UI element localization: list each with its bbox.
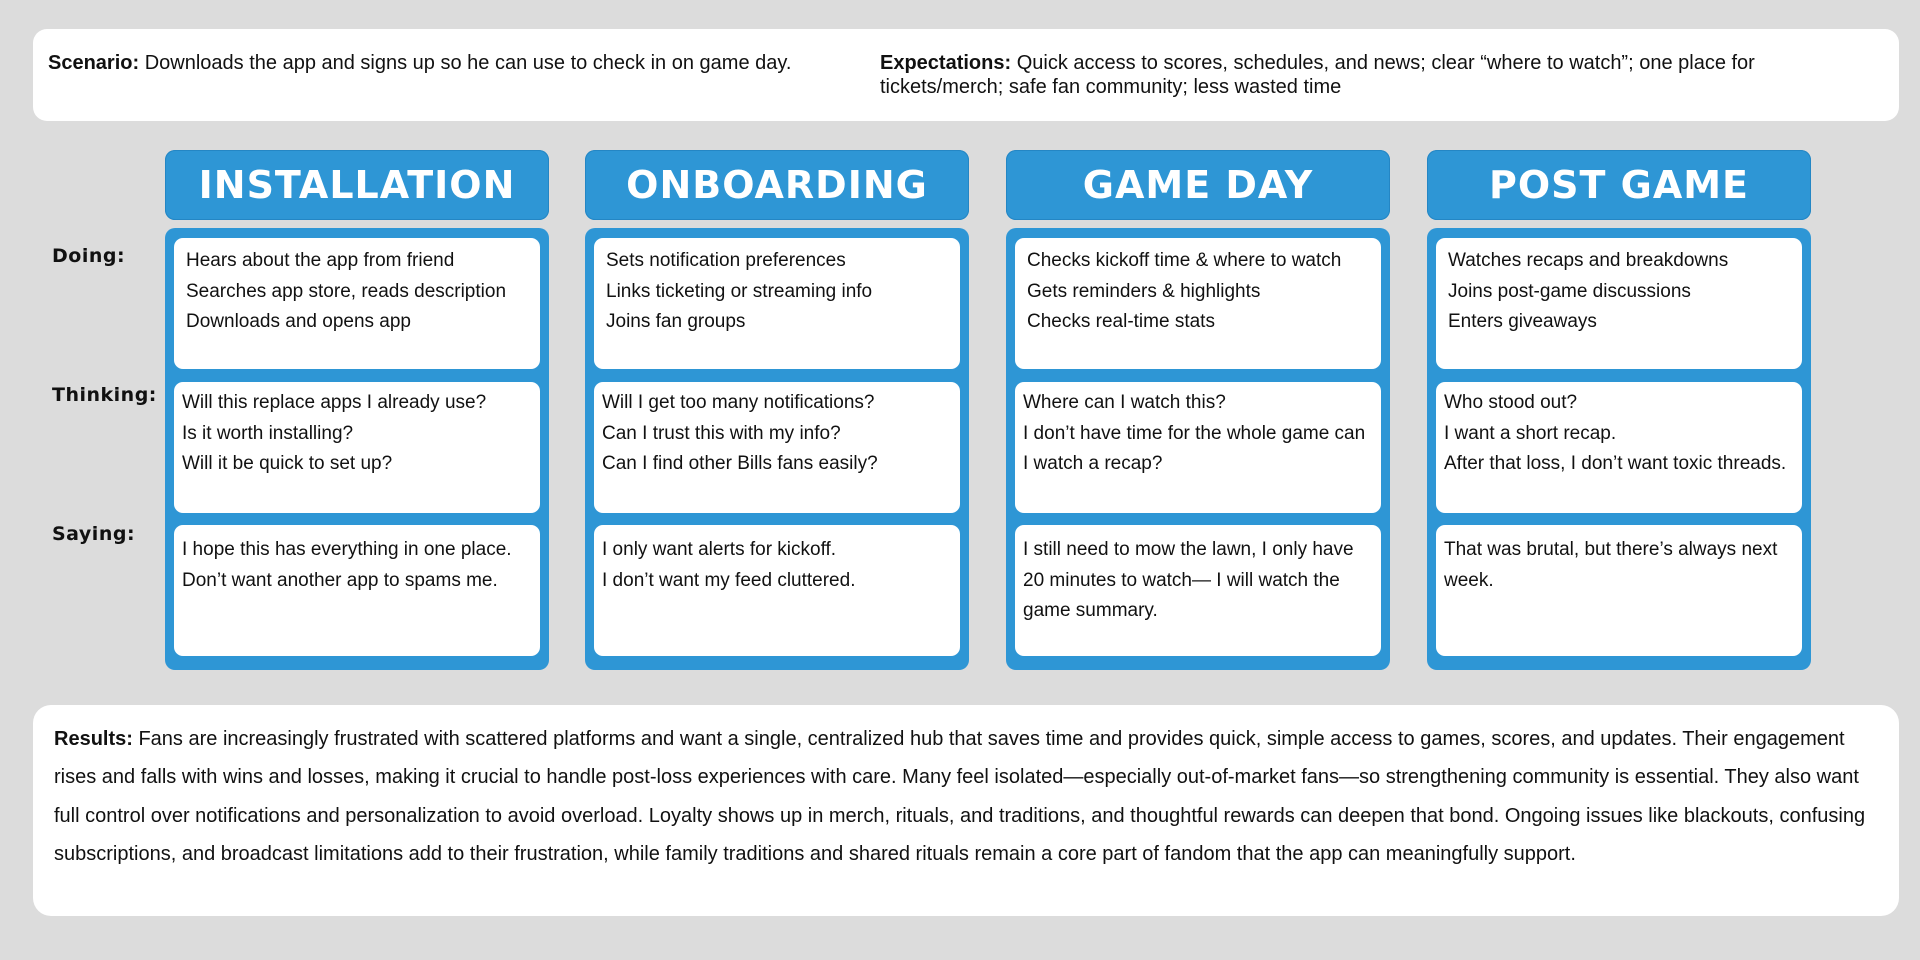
saying-card	[1015, 525, 1381, 656]
doing-item: Checks kickoff time & where to watch	[1027, 250, 1342, 271]
stage-title: POST GAME	[1427, 150, 1811, 220]
doing-card	[1436, 238, 1802, 369]
scenario	[48, 51, 868, 75]
doing-item: Gets reminders & highlights	[1027, 280, 1261, 302]
thinking-item: Will it be quick to set up?	[182, 453, 393, 474]
row-label-doing: Doing:	[52, 245, 126, 267]
stage-installation	[165, 150, 549, 670]
results-label: Results:	[54, 728, 133, 750]
doing-item: Downloads and opens app	[186, 311, 412, 332]
thinking-item: Where can I watch this?	[1023, 392, 1226, 413]
saying-card	[174, 525, 540, 656]
saying-card	[594, 525, 960, 656]
thinking-item: Will I get too many notifications?	[602, 392, 875, 413]
thinking-item: Can I find other Bills fans easily?	[602, 453, 878, 474]
row-label-thinking: Thinking:	[52, 384, 157, 406]
saying-item: That was brutal, but there’s always next week.	[1444, 539, 1778, 591]
stage-title: ONBOARDING	[585, 150, 969, 220]
doing-card	[1015, 238, 1381, 369]
doing-card	[594, 238, 960, 369]
expectations	[880, 51, 1880, 99]
doing-item: Links ticketing or streaming info	[606, 280, 873, 302]
thinking-card	[1436, 382, 1802, 513]
results-panel	[33, 705, 1899, 916]
thinking-item: Who stood out?	[1444, 392, 1578, 413]
stage-body	[1427, 228, 1811, 670]
expectations-text: Quick access to scores, schedules, and news; clear “where to watch”; one place for tickets/merch; safe fan community; less wasted time	[880, 52, 1755, 98]
row-label-saying: Saying:	[52, 523, 136, 545]
thinking-item: I don’t have time for the whole game can I watch a recap?	[1023, 422, 1366, 474]
thinking-item: I want a short recap.	[1444, 422, 1617, 444]
scenario-text: Downloads the app and signs up so he can use to check in on game day.	[144, 52, 792, 74]
stage-title: GAME DAY	[1006, 150, 1390, 220]
doing-card	[174, 238, 540, 369]
doing-item: Joins post-game discussions	[1448, 280, 1691, 302]
thinking-item: Is it worth installing?	[182, 422, 354, 444]
stage-body	[1006, 228, 1390, 670]
stage-body	[585, 228, 969, 670]
results-text: Fans are increasingly frustrated with scattered platforms and want a single, centralized hub that saves time and provides quick, simple access to games, scores, and updates. Their engagement rises and falls with wins and losses, making it crucial to handle post-loss experiences with care. Many feel isolated—especially out-of-market fans—so strengthening community is essential. They also want full control over notifications and personalization to avoid overload. Loyalty shows up in merch, rituals, and traditions, and thoughtful rewards can deepen that bond. Ongoing issues like blackouts, confusing subscriptions, and broadcast limitations add to their frustration, while family traditions and shared rituals remain a core part of fandom that the app can meaningfully support.	[54, 728, 1866, 865]
doing-item: Hears about the app from friend	[186, 250, 455, 271]
thinking-item: After that loss, I don’t want toxic threads.	[1444, 453, 1787, 474]
stage-body	[165, 228, 549, 670]
doing-item: Watches recaps and breakdowns	[1448, 250, 1729, 271]
doing-item: Sets notification preferences	[606, 250, 846, 271]
results	[54, 720, 1884, 873]
thinking-item: Can I trust this with my info?	[602, 422, 841, 444]
doing-item: Searches app store, reads description	[186, 280, 507, 302]
scenario-label: Scenario:	[48, 52, 140, 74]
doing-item: Joins fan groups	[606, 311, 746, 332]
saying-item: I don’t want my feed cluttered.	[602, 569, 856, 591]
stage-title: INSTALLATION	[165, 150, 549, 220]
saying-item: I only want alerts for kickoff.	[602, 539, 837, 560]
saying-card	[1436, 525, 1802, 656]
expectations-label: Expectations:	[880, 52, 1012, 74]
thinking-item: Will this replace apps I already use?	[182, 392, 487, 413]
stage-post-game	[1427, 150, 1811, 670]
doing-item: Enters giveaways	[1448, 311, 1597, 332]
thinking-card	[174, 382, 540, 513]
saying-item: I still need to mow the lawn, I only have 20 minutes to watch— I will watch the game summary.	[1023, 539, 1354, 621]
saying-item: Don’t want another app to spams me.	[182, 569, 498, 591]
stage-onboarding	[585, 150, 969, 670]
stage-game-day	[1006, 150, 1390, 670]
thinking-card	[594, 382, 960, 513]
saying-item: I hope this has everything in one place.	[182, 539, 512, 560]
thinking-card	[1015, 382, 1381, 513]
scenario-panel	[33, 29, 1899, 121]
doing-item: Checks real-time stats	[1027, 311, 1215, 332]
